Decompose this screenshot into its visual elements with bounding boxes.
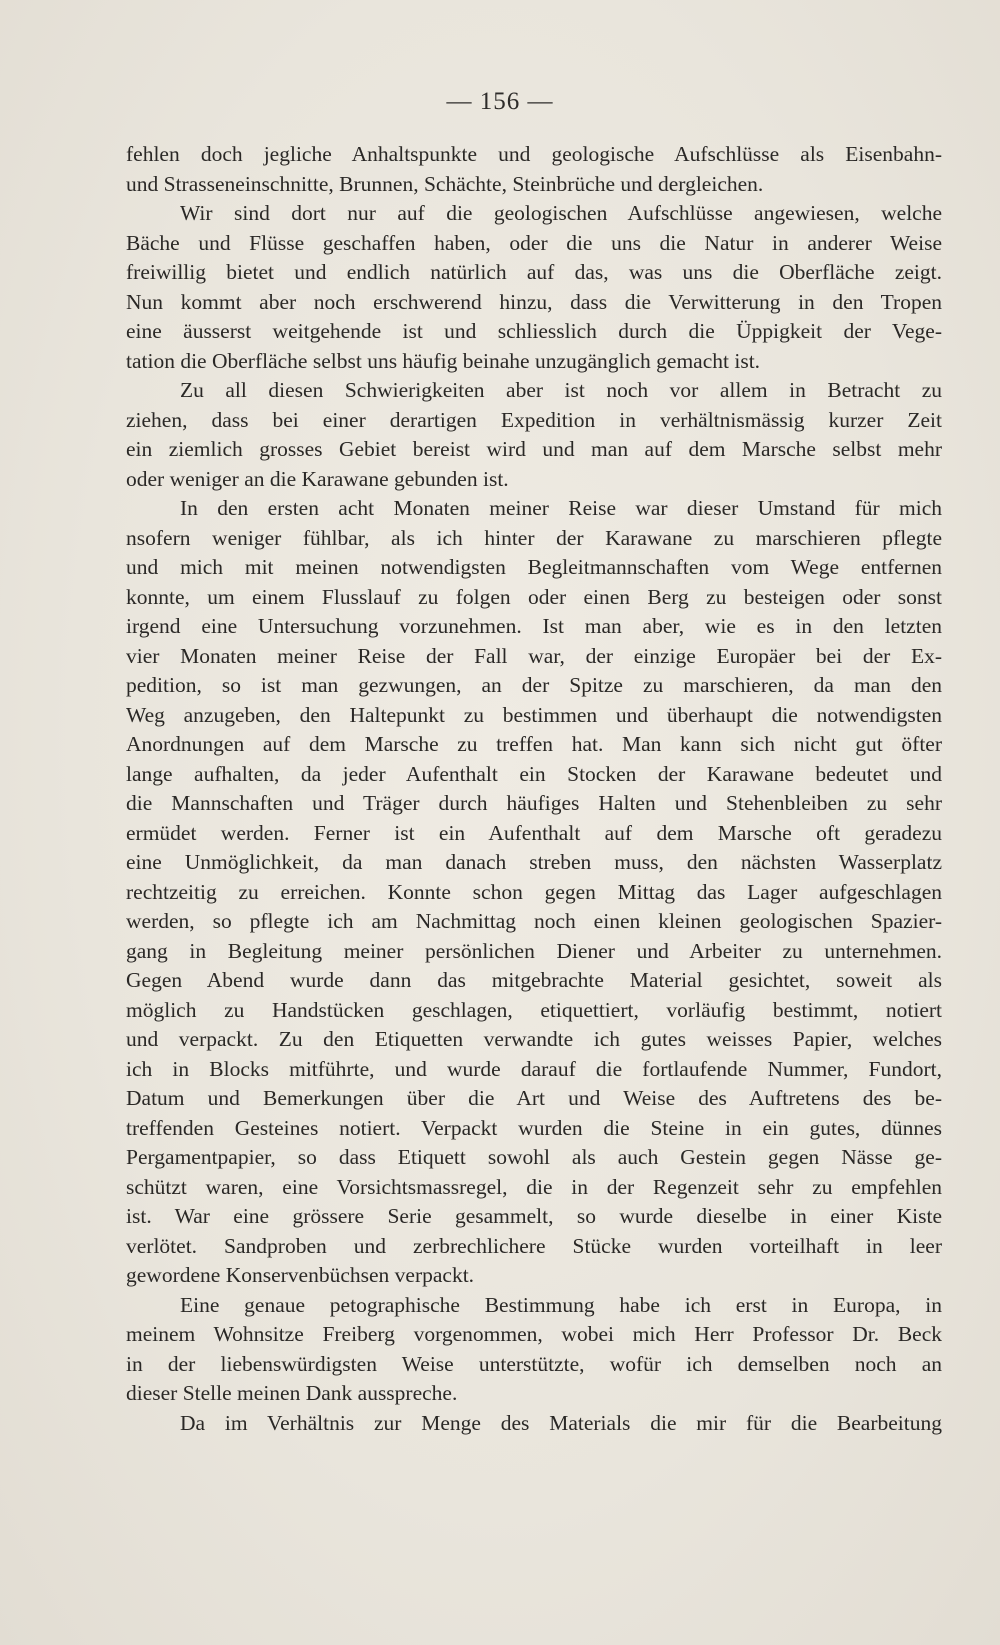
text-line: gewordene Konservenbüchsen verpackt. [126,1263,475,1287]
text-line: Da im Verhältnis zur Menge des Materials die mir für die Bearbeitung [180,1410,942,1435]
text-line: die Mannschaften und Träger durch häufiges Halten und Stehenbleiben zu sehr [126,791,942,815]
text-line: Gegen Abend wurde dann das mitgebrachte Material gesichtet, soweit als [126,968,942,992]
text-line: Eine genaue petographische Bestimmung habe ich erst in Europa, in [180,1292,942,1317]
text-line: ist. War eine grössere Serie gesammelt, so wurde dieselbe in einer Kiste [126,1204,942,1228]
text-line: Zu all diesen Schwierigkeiten aber ist noch vor allem in Betracht zu [180,378,942,402]
text-line: dieser Stelle meinen Dank ausspreche. [126,1381,458,1405]
text-line: fehlen doch jegliche Anhaltspunkte und geologische Aufschlüsse als Eisenbahn- [126,142,942,166]
text-line: nsofern weniger fühlbar, als ich hinter der Karawane zu marschieren pflegte [126,525,942,550]
text-line: meinem Wohnsitze Freiberg vorgenommen, wobei mich Herr Professor Dr. Beck [126,1322,942,1346]
text-line: irgend eine Untersuchung vorzunehmen. Ist man aber, wie es in den letzten [126,614,942,638]
text-line: ermüdet werden. Ferner ist ein Aufenthalt auf dem Marsche oft geradezu [126,820,942,845]
text-line: treffenden Gesteines notiert. Verpackt wurden die Steine in ein gutes, dünnes [126,1115,942,1140]
text-line: oder weniger an die Karawane gebunden ist. [126,466,509,491]
text-line: ein ziemlich grosses Gebiet bereist wird und man auf dem Marsche selbst mehr [126,437,942,461]
text-line: Wir sind dort nur auf die geologischen Aufschlüsse angewiesen, welche [180,201,942,225]
text-line: lange aufhalten, da jeder Aufenthalt ein Stocken der Karawane bedeutet und [126,761,942,786]
text-line: freiwillig bietet und endlich natürlich auf das, was uns die Oberfläche zeigt. [126,260,942,284]
text-line: Pergamentpapier, so dass Etiquett sowohl als auch Gestein gegen Nässe ge- [126,1145,942,1169]
text-line: werden, so pflegte ich am Nachmittag noch einen kleinen geologischen Spazier- [126,909,942,933]
text-line: Weg anzugeben, den Haltepunkt zu bestimmen und überhaupt die notwendigsten [126,702,942,727]
text-line: konnte, um einem Flusslauf zu folgen oder einen Berg zu besteigen oder sonst [126,584,942,609]
text-line: Anordnungen auf dem Marsche zu treffen hat. Man kann sich nicht gut öfter [126,732,942,756]
text-line: Nun kommt aber noch erschwerend hinzu, dass die Verwitterung in den Tropen [126,289,942,314]
text-line: möglich zu Handstücken geschlagen, etiquettiert, vorläufig bestimmt, notiert [126,997,942,1022]
text-line: und mich mit meinen notwendigsten Begleitmannschaften vom Wege entfernen [126,555,942,579]
text-line: eine äusserst weitgehende ist und schliesslich durch die Üppigkeit der Vege- [126,319,942,343]
text-line: verlötet. Sandproben und zerbrechlichere Stücke wurden vorteilhaft in leer [126,1233,942,1258]
text-line: in der liebenswürdigsten Weise unterstützte, wofür ich demselben noch an [126,1351,942,1376]
text-line: tation die Oberfläche selbst uns häufig beinahe unzugänglich gemacht ist. [126,348,761,373]
text-line: schützt waren, eine Vorsichtsmassregel, die in der Regenzeit sehr zu empfehlen [126,1174,942,1199]
text-line: und verpackt. Zu den Etiquetten verwandte ich gutes weisses Papier, welches [126,1027,942,1051]
text-line: gang in Begleitung meiner persönlichen Diener und Arbeiter zu unternehmen. [126,938,942,963]
text-line: Datum und Bemerkungen über die Art und Weise des Auftretens des be- [126,1086,942,1110]
text-line: vier Monaten meiner Reise der Fall war, der einzige Europäer bei der Ex- [126,643,942,668]
text-line: eine Unmöglichkeit, da man danach streben muss, den nächsten Wasserplatz [126,850,942,874]
text-line: rechtzeitig zu erreichen. Konnte schon gegen Mittag das Lager aufgeschlagen [126,879,942,904]
text-line: ziehen, dass bei einer derartigen Expedition in verhältnismässig kurzer Zeit [126,407,942,432]
text-line: pedition, so ist man gezwungen, an der Spitze zu marschieren, da man den [126,673,942,697]
body-text [126,140,942,1438]
text-line: ich in Blocks mitführte, und wurde darauf die fortlaufende Nummer, Fundort, [126,1056,942,1081]
text-line: In den ersten acht Monaten meiner Reise war dieser Umstand für mich [180,496,942,520]
text-line: und Strasseneinschnitte, Brunnen, Schächte, Steinbrüche und dergleichen. [126,171,764,196]
text-line: Bäche und Flüsse geschaffen haben, oder die uns die Natur in anderer Weise [126,230,942,255]
page-number: — 156 — [446,88,554,115]
